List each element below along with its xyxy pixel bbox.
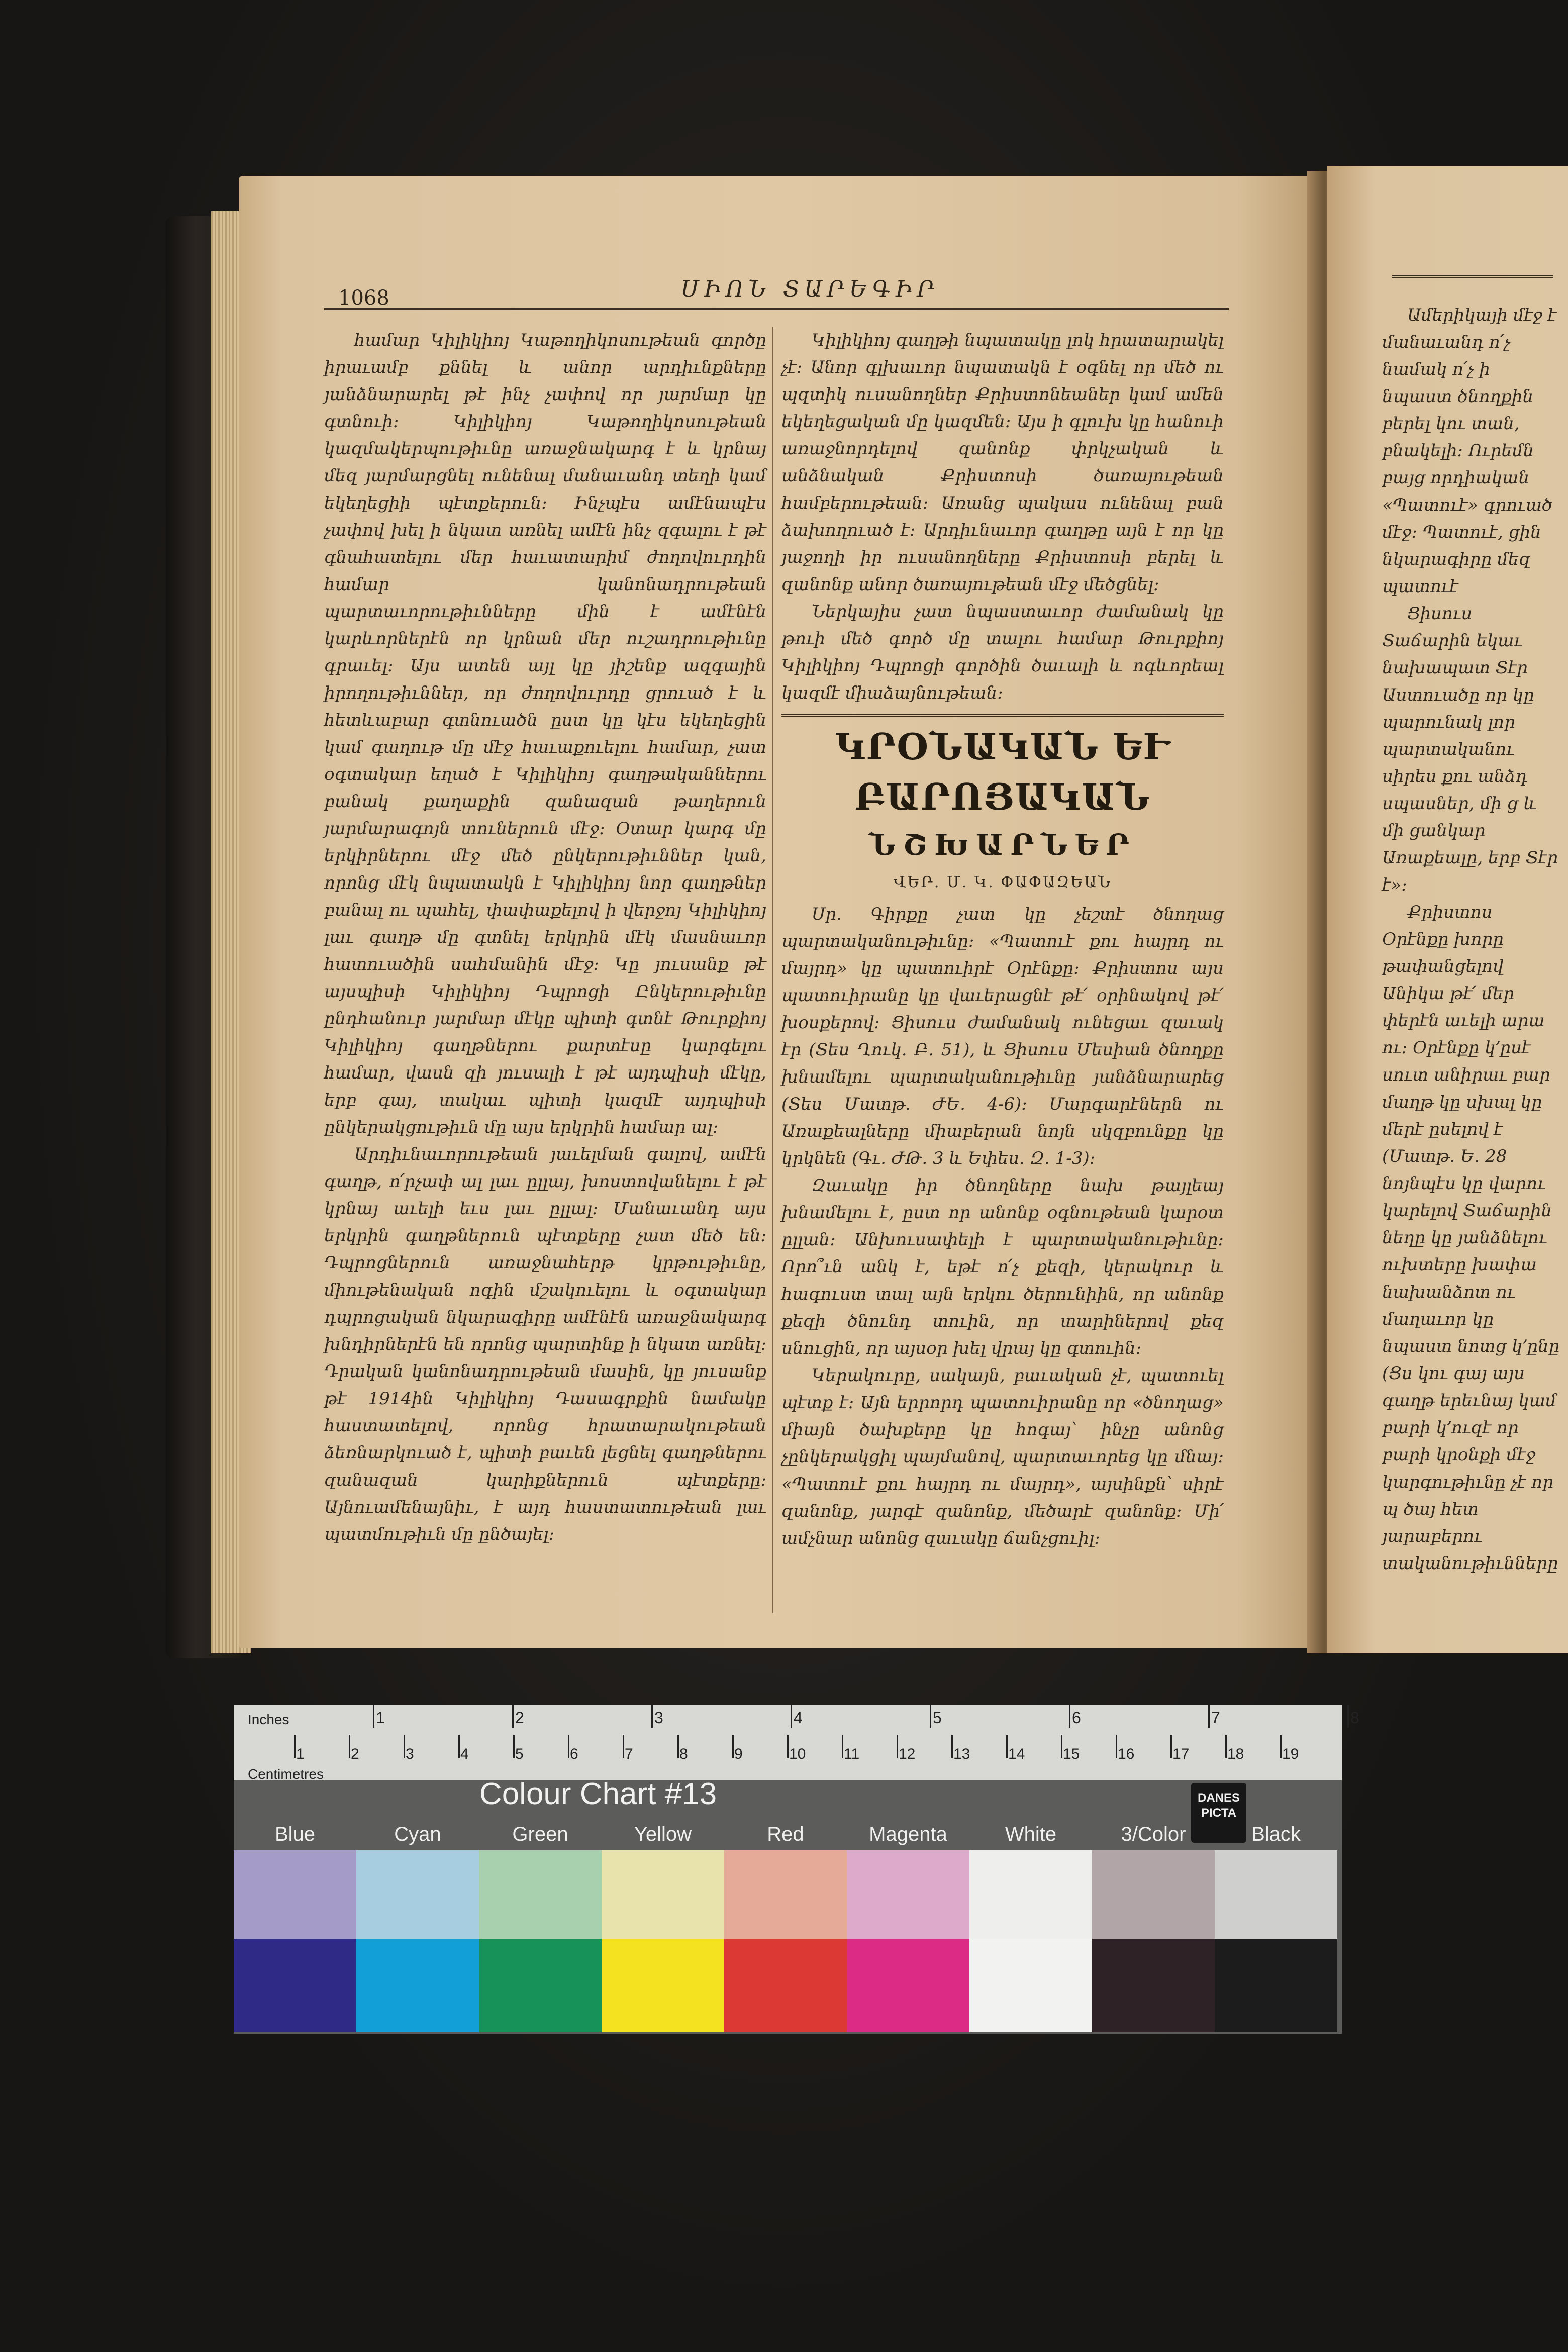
cm-number: 10	[789, 1746, 806, 1762]
patch-label-black: Black	[1251, 1823, 1301, 1845]
cm-tick	[623, 1735, 624, 1758]
ruler-inches-label: Inches	[248, 1712, 289, 1727]
patch-label-cyan: Cyan	[394, 1823, 441, 1845]
patch-solid-white	[969, 1939, 1092, 2032]
cm-number: 15	[1063, 1746, 1080, 1762]
inch-number: 6	[1072, 1709, 1081, 1727]
inch-number: 8	[1350, 1709, 1359, 1727]
paragraph: Սր. Գիրքը չատ կը չեշտէ ծնողաց պարտականութիւնը։ «Պատուէ քու հայրդ ու մայրդ» կը պատուիրէ Օրէնքը։ Քրիստոս այս պատուիրանը կը վաւերացնէ թէ՛ օրինակով թէ՛ խօսքերով։ Ցիսուս ժամանակ ունեցաւ զաւակ էր (Տես Ղուկ. Բ. 51), և Ցիսուս Մեսիան ծնողքը խնամելու պարտականութիւնը յանձնարարեց (Տես Մատթ. ԺԵ. 4-6)։ Մարգարէներն ու Առաքեալները միաբերան նոյն սկզբունքը կը կրկնեն (Գւ. ԺԹ. 3 և Եփես. Զ. 1-3)։	[781, 904, 1224, 1168]
left-column	[324, 327, 766, 1548]
patch-solid-red	[724, 1939, 847, 2032]
cm-tick	[1170, 1735, 1172, 1758]
paragraph: Կերակուրը, սակայն, բաւական չէ, պատուել պէտք է։ Այն երրորդ պատուիրանը որ «ծնողաց» միայն ծախքերը կը հոգայ՝ ինչը անոնց չընկերակցիլ պայմանով, պարտաւորեց կը մնայ։ «Պատուէ քու հայրդ ու մայրդ», այսինքն՝ սիրէ զանոնք, յարգէ զանոնք, մեծարէ զանոնք։ Մի՛ ամչնար անոնց զաւակը ճանչցուիլ։	[781, 1365, 1224, 1548]
ruler	[234, 1705, 1359, 1782]
page-number: 1068	[338, 286, 389, 310]
cm-number: 4	[460, 1746, 469, 1762]
patch-label-magenta: Magenta	[869, 1823, 947, 1845]
cm-tick	[404, 1735, 405, 1758]
paragraph: Քրիստոս Օրէնքը խորը թափանցելով Անիկա թէ՛ մեր փերէն աւելի արա ու։ Օրէնքը կ՚ըսէ սուտ անիրաւ բար մաղթ կը սխալ կը մերէ ըսելով է (Մատթ. Ե. 28 նոյնպէս կը վարու կարելով Տաճարին նեղը կը յանձնելու ուխտերը խափա նախանձոտ ու մաղաւոր կը նպաստ նոտց կ՚ընը (Ցս կու գայ այս գաղթ երեւնայ կամ բարի կ՚ուզէ որ բարի կրօնքի մէջ կարգութիւնը չէ որ պ ծայ հետ յարաբերու տականութիւնները	[1382, 902, 1560, 1574]
patch-solid-black	[1215, 1939, 1337, 2032]
patch-tint-green	[479, 1850, 602, 1939]
section-title: ԿՐՕՆԱԿԱՆ ԵՒ ԲԱՐՈՅԱԿԱՆ	[835, 725, 1170, 818]
section-rule	[781, 714, 1224, 717]
patch-label-white: White	[1005, 1823, 1057, 1845]
inch-tick	[1069, 1705, 1070, 1728]
cm-number: 16	[1118, 1746, 1135, 1762]
cm-tick	[732, 1735, 734, 1758]
paragraph: Արդիւնաւորութեան յաւելման գալով, ամէն գաղթ, ո՛րչափ ալ լաւ ըլլայ, խոստովանելու է թէ կրնայ աւելի եւս լաւ ըլլալ։ Մանաւանդ այս երկրին գաղթներուն պէտքերը չատ մեծ են։ Դպրոցներուն առաջնահերթ կրթութիւնը, միութենական ոգին մշակուելու և օգտակար դպրոցական նկարագիրը ամէնէն առաջնակարգ խնդիրներէն են որոնց պարտինք ի նկատ առնել։ Դրական կանոնադրութեան մասին, կը յուսանք թէ 1914ին Կիլիկիոյ Դասագրքին նամակը հաստատելով, որոնց հրատարակութեան ձեռնարկուած է, պիտի բաւեն լեցնել գաղթներու զանազան կարիքներուն պէտքերը։ Այնուամենայնիւ, է այդ հաստատութեան լաւ պատմութիւն մը ընծայել։	[324, 1144, 766, 1544]
running-head: ՍԻՈՆ ՏԱՐԵԳԻՐ	[681, 276, 940, 302]
patch-tint-blue	[234, 1850, 356, 1939]
byline: ՎԵՐ. Մ. Կ. ՓԱՓԱԶԵԱՆ	[894, 873, 1112, 891]
header-rule	[324, 308, 1229, 310]
cm-number: 14	[1008, 1746, 1025, 1762]
inch-tick	[1347, 1705, 1349, 1728]
header-rule	[1392, 275, 1553, 278]
cm-tick	[349, 1735, 350, 1758]
patch-solid-yellow	[602, 1939, 724, 2032]
patch-solid-magenta	[847, 1939, 969, 2032]
cm-number: 11	[844, 1746, 860, 1762]
patch-solid-3-color	[1092, 1939, 1215, 2032]
inch-number: 3	[654, 1709, 663, 1727]
paragraph: Կիլիկիոյ գաղթի նպատակը լոկ հրատարակել չէ։ Անոր գլխաւոր նպատակն է օգնել որ մեծ ու պզտիկ ուսանողներ Քրիստոնեաներ կամ ամեն եկեղեցական մը կազմեն։ Այս ի գլուխ կը հանուի առաջնորդելով զանոնք փրկչական և անձնական Քրիստոսի ծառայութեան համբերութեան։ Առանց պակաս ունենալ բան ձախողուած է։ Արդիւնաւոր գաղթը այն է որ կը յաջողի իր ուսանողները Քրիստոսի բերել և զանոնք անոր ծառայութեան մէջ մեծցնել։	[781, 330, 1224, 595]
patch-label-green: Green	[512, 1823, 568, 1845]
inch-tick	[373, 1705, 374, 1728]
inch-tick	[651, 1705, 653, 1728]
patch-tint-white	[969, 1850, 1092, 1939]
cm-number: 17	[1172, 1746, 1190, 1762]
cm-number: 18	[1227, 1746, 1244, 1762]
cm-tick	[294, 1735, 296, 1758]
patch-label-yellow: Yellow	[634, 1823, 692, 1845]
patch-label-3-color: 3/Color	[1121, 1823, 1186, 1845]
cm-number: 9	[734, 1746, 743, 1762]
inch-tick	[512, 1705, 514, 1728]
cm-number: 13	[953, 1746, 970, 1762]
cm-number: 7	[625, 1746, 633, 1762]
patch-solid-blue	[234, 1939, 356, 2032]
cm-tick	[568, 1735, 569, 1758]
cm-tick	[677, 1735, 679, 1758]
patch-tint-black	[1215, 1850, 1337, 1939]
cm-number: 8	[679, 1746, 688, 1762]
cm-number: 12	[899, 1746, 916, 1762]
cm-tick	[951, 1735, 953, 1758]
right-page	[1327, 166, 1568, 1653]
patch-tint-red	[724, 1850, 847, 1939]
paragraph: Ամերիկայի մէջ է մանաւանդ ո՛չ նամակ ո՛չ ի նպաստ ծնողքին բերել կու տան, բնակելի։ Ուրեմն բայց որդիական «Պատուէ» գրուած մէջ։ Պատուէ, ցին նկարագիրը մեզ պատուէ	[1382, 305, 1557, 597]
right-page-text	[1382, 302, 1563, 1577]
cm-tick	[513, 1735, 515, 1758]
paragraph: Զաւակը իր ծնողները նախ թայլեայ խնամելու է, ըստ որ անոնք օգնութեան կարօտ ըլլան։ Անխուսափելի է պարտականութիւնը։ Որո՞ւն անկ է, եթէ ո՛չ քեզի, կերակուր և հագուստ տալ այն երկու ծերունիին, որ անոնք քեզի ծնունդ տուին, որ տարիներով քեզ սնուցին, որ այսօր խել վրայ կը գտուին։	[781, 1175, 1224, 1358]
patch-solid-cyan	[356, 1939, 479, 2032]
left-page	[239, 176, 1324, 1648]
paragraph: համար Կիլիկիոյ Կաթողիկոսութեան գործը իրաւամբ քննել և անոր արդիւնքները յանձնարարել թէ ինչ չափով որ յարմար կը գտնուի։ Կիլիկիոյ Կաթողիկոսութեան կազմակերպութիւնը առաջնակարգ է և կրնայ մեզ յարմարցնել ունենալ մանաւանդ տեղի կամ եկեղեցիի պէտքերուն։ Ինչպէս ամէնապէս չափով խել ի նկատ առնել ամէն ինչ զգալու է թէ գնահատելու մեր հաւատարիմ ժողովուրդին համար կանոնադրութեան պարտաւորութիւնները մին է ամէնէն կարևորներէն որ կրնան մեր ուշադրութիւնը գրաւել։ Այս ատեն այլ կը յիշենք ազգային իրողութիւններ, որ ժողովուրդը ցրուած է և հետևաբար գտնուածն ըստ կը կէս եկեղեցին կամ գաղութ մը մէջ հաւաքուելու համար, չատ օգտակար եղած է Կիլիկիոյ գաղթականներու բանակ քաղաքին զանազան թաղերուն յարմարագոյն տուներուն մէջ։ Օտար կարգ մը երկիրներու մէջ մեծ ընկերութիւններ կան, որոնց մէկ նպատակն է Կիլիկիոյ նոր գաղթներ բանալ ու պահել, փափաքելով ի վերջոյ Կիլիկիոյ լաւ գաղթ մը գտնել երկրին մէկ մասնաւոր հատուածին սահմանին մէջ։ Կը յուսանք թէ այսպիսի Կիլիկիոյ Դպրոցի Ընկերութիւնը ընդհանուր յարմար մէկը պիտի գտնէ Թուրքիոյ Կիլիկիոյ գաղթներու քարտէսը կարգելու համար, վասն զի յուսալի է թէ այդպիսի մէկը, երբ գայ, տակաւ պիտի կազմէ այդպիսի ընկերակցութիւն մը այս երկրին համար ալ։	[324, 330, 766, 1137]
ruler-cm-label: Centimetres	[248, 1766, 324, 1782]
colour-chart	[234, 1705, 1359, 2034]
inch-number: 4	[794, 1709, 803, 1727]
patch-label-blue: Blue	[274, 1823, 316, 1845]
cm-tick	[1225, 1735, 1227, 1758]
inch-number: 7	[1211, 1709, 1220, 1727]
cm-tick	[1006, 1735, 1008, 1758]
cm-tick	[458, 1735, 460, 1758]
cm-tick	[1280, 1735, 1282, 1758]
cm-number: 3	[406, 1746, 414, 1762]
section-subtitle: ՆՇԽԱՐՆԵՐ	[869, 828, 1136, 862]
inch-tick	[930, 1705, 931, 1728]
cm-number: 1	[296, 1746, 305, 1762]
logo: DANES PICTA	[1191, 1783, 1246, 1843]
cm-tick	[842, 1735, 843, 1758]
paragraph: Ներկայիս չատ նպաստաւոր ժամանակ կը թուի մեծ գործ մը տալու համար Թուրքիոյ Կիլիկիոյ Դպրոցի գործին ծաւալի և ոգևորեալ կազմէ միաձայնութեան։	[781, 602, 1224, 703]
patch-tint-yellow	[602, 1850, 724, 1939]
patch-tint-magenta	[847, 1850, 969, 1939]
cm-tick	[1116, 1735, 1117, 1758]
inch-number: 2	[515, 1709, 524, 1727]
inch-number: 1	[376, 1709, 385, 1727]
patch-label-red: Red	[767, 1823, 804, 1845]
cm-tick	[787, 1735, 789, 1758]
inch-tick	[1208, 1705, 1210, 1728]
patch-tint-cyan	[356, 1850, 479, 1939]
column-divider	[772, 327, 773, 1613]
patch-solid-green	[479, 1939, 602, 2032]
cm-tick	[1061, 1735, 1062, 1758]
chart-title: Colour Chart #13	[479, 1777, 717, 1811]
cm-number: 5	[515, 1746, 524, 1762]
right-column	[781, 327, 1224, 1552]
inch-tick	[791, 1705, 792, 1728]
cm-number: 19	[1282, 1746, 1299, 1762]
cm-number: 6	[570, 1746, 578, 1762]
patch-tint-3-color	[1092, 1850, 1215, 1939]
cm-tick	[897, 1735, 898, 1758]
cm-number: 2	[351, 1746, 359, 1762]
inch-number: 5	[933, 1709, 942, 1727]
paragraph: Ցիսուս Տաճարին եկաւ նախապատ Տէր Աստուածը որ կը պարունակ լոր պարտականու սիրես քու անձդ սպասներ, մի ց և մի ցանկար Առաքեալը, երբ Տէր է»։	[1382, 604, 1558, 895]
